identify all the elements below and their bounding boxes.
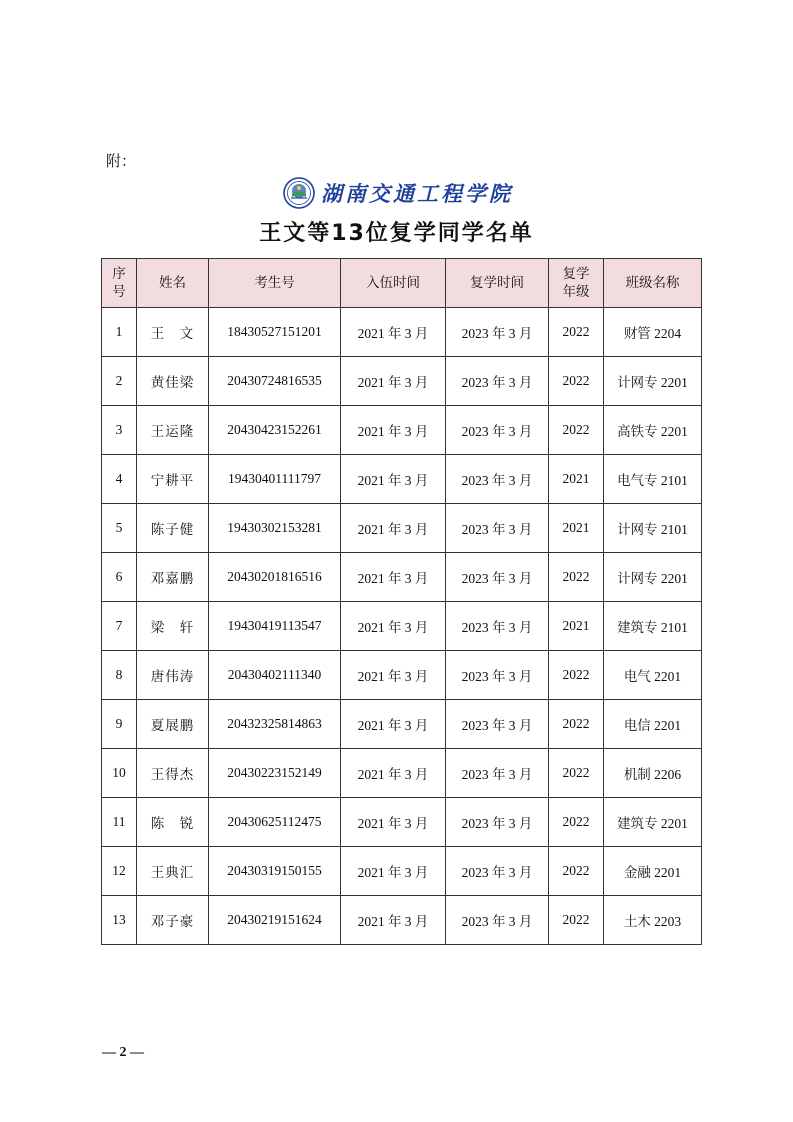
attachment-label: 附： (106, 152, 137, 170)
cell-name: 王运隆 (137, 406, 209, 455)
cell-enlist-time: 2021 年 3 月 (341, 896, 446, 945)
table-row (102, 553, 702, 602)
cell-resume-grade: 2022 (549, 749, 604, 798)
school-header (283, 176, 513, 210)
cell-resume-time: 2023 年 3 月 (446, 406, 549, 455)
table-row (102, 602, 702, 651)
cell-enlist-time: 2021 年 3 月 (341, 455, 446, 504)
cell-exam-id: 20430423152261 (209, 406, 341, 455)
cell-index: 1 (102, 308, 137, 357)
cell-resume-grade: 2022 (549, 847, 604, 896)
cell-resume-grade: 2021 (549, 504, 604, 553)
cell-name: 黄佳梁 (137, 357, 209, 406)
cell-class-name: 电信 2201 (604, 700, 702, 749)
cell-index: 9 (102, 700, 137, 749)
cell-exam-id: 20430201816516 (209, 553, 341, 602)
cell-enlist-time: 2021 年 3 月 (341, 749, 446, 798)
table-row (102, 847, 702, 896)
cell-enlist-time: 2021 年 3 月 (341, 308, 446, 357)
cell-resume-time: 2023 年 3 月 (446, 749, 549, 798)
header-resume-time: 复学时间 (446, 259, 549, 308)
cell-enlist-time: 2021 年 3 月 (341, 406, 446, 455)
cell-name: 王得杰 (137, 749, 209, 798)
cell-class-name: 高铁专 2201 (604, 406, 702, 455)
cell-resume-grade: 2022 (549, 700, 604, 749)
table-row (102, 308, 702, 357)
cell-class-name: 计网专 2201 (604, 553, 702, 602)
cell-index: 7 (102, 602, 137, 651)
cell-index: 2 (102, 357, 137, 406)
cell-name: 王典汇 (137, 847, 209, 896)
cell-class-name: 土木 2203 (604, 896, 702, 945)
table-row (102, 749, 702, 798)
cell-resume-time: 2023 年 3 月 (446, 700, 549, 749)
header-exam-id: 考生号 (209, 259, 341, 308)
cell-name: 陈子健 (137, 504, 209, 553)
table-row (102, 651, 702, 700)
cell-exam-id: 20430625112475 (209, 798, 341, 847)
cell-resume-grade: 2022 (549, 896, 604, 945)
cell-resume-grade: 2021 (549, 455, 604, 504)
cell-name: 邓子豪 (137, 896, 209, 945)
cell-index: 8 (102, 651, 137, 700)
cell-exam-id: 20430319150155 (209, 847, 341, 896)
cell-enlist-time: 2021 年 3 月 (341, 357, 446, 406)
cell-exam-id: 20430219151624 (209, 896, 341, 945)
cell-exam-id: 20432325814863 (209, 700, 341, 749)
cell-index: 10 (102, 749, 137, 798)
cell-class-name: 金融 2201 (604, 847, 702, 896)
cell-resume-grade: 2022 (549, 651, 604, 700)
cell-name: 陈 锐 (137, 798, 209, 847)
cell-enlist-time: 2021 年 3 月 (341, 602, 446, 651)
header-name: 姓名 (137, 259, 209, 308)
cell-resume-time: 2023 年 3 月 (446, 896, 549, 945)
cell-resume-time: 2023 年 3 月 (446, 357, 549, 406)
cell-resume-time: 2023 年 3 月 (446, 798, 549, 847)
cell-enlist-time: 2021 年 3 月 (341, 847, 446, 896)
table-row (102, 455, 702, 504)
cell-class-name: 计网专 2201 (604, 357, 702, 406)
cell-enlist-time: 2021 年 3 月 (341, 651, 446, 700)
cell-index: 11 (102, 798, 137, 847)
cell-exam-id: 19430401111797 (209, 455, 341, 504)
cell-class-name: 机制 2206 (604, 749, 702, 798)
cell-resume-time: 2023 年 3 月 (446, 602, 549, 651)
cell-name: 王 文 (137, 308, 209, 357)
cell-resume-grade: 2022 (549, 553, 604, 602)
cell-name: 邓嘉鹏 (137, 553, 209, 602)
cell-resume-time: 2023 年 3 月 (446, 504, 549, 553)
cell-class-name: 电气专 2101 (604, 455, 702, 504)
cell-resume-time: 2023 年 3 月 (446, 847, 549, 896)
cell-resume-grade: 2022 (549, 357, 604, 406)
cell-enlist-time: 2021 年 3 月 (341, 700, 446, 749)
cell-name: 唐伟涛 (137, 651, 209, 700)
cell-enlist-time: 2021 年 3 月 (341, 798, 446, 847)
cell-class-name: 财管 2204 (604, 308, 702, 357)
cell-exam-id: 20430223152149 (209, 749, 341, 798)
cell-enlist-time: 2021 年 3 月 (341, 504, 446, 553)
table-row (102, 406, 702, 455)
document-title: 王文等13位复学同学名单 (259, 221, 534, 246)
cell-class-name: 电气 2201 (604, 651, 702, 700)
cell-index: 12 (102, 847, 137, 896)
table-row (102, 504, 702, 553)
cell-name: 梁 轩 (137, 602, 209, 651)
header-enlist-time: 入伍时间 (341, 259, 446, 308)
cell-resume-time: 2023 年 3 月 (446, 455, 549, 504)
cell-resume-time: 2023 年 3 月 (446, 651, 549, 700)
cell-class-name: 计网专 2101 (604, 504, 702, 553)
cell-index: 13 (102, 896, 137, 945)
cell-resume-grade: 2022 (549, 308, 604, 357)
cell-resume-grade: 2022 (549, 798, 604, 847)
table-row (102, 700, 702, 749)
cell-index: 4 (102, 455, 137, 504)
cell-exam-id: 18430527151201 (209, 308, 341, 357)
cell-index: 5 (102, 504, 137, 553)
cell-class-name: 建筑专 2201 (604, 798, 702, 847)
cell-resume-time: 2023 年 3 月 (446, 553, 549, 602)
cell-resume-grade: 2021 (549, 602, 604, 651)
cell-exam-id: 20430402111340 (209, 651, 341, 700)
table-row (102, 798, 702, 847)
cell-index: 3 (102, 406, 137, 455)
table-header-row (102, 259, 702, 308)
school-name: 湖南交通工程学院 (321, 181, 513, 206)
header-class-name: 班级名称 (604, 259, 702, 308)
cell-exam-id: 20430724816535 (209, 357, 341, 406)
cell-exam-id: 19430302153281 (209, 504, 341, 553)
cell-resume-grade: 2022 (549, 406, 604, 455)
table-body (102, 308, 702, 945)
table-row (102, 896, 702, 945)
school-emblem-icon (283, 177, 315, 209)
table-row (102, 357, 702, 406)
cell-enlist-time: 2021 年 3 月 (341, 553, 446, 602)
header-index: 序号 (102, 259, 137, 308)
student-roster-table (101, 258, 702, 945)
cell-resume-time: 2023 年 3 月 (446, 308, 549, 357)
cell-exam-id: 19430419113547 (209, 602, 341, 651)
page-number: — 2 — (102, 1045, 144, 1060)
cell-index: 6 (102, 553, 137, 602)
cell-name: 宁耕平 (137, 455, 209, 504)
cell-class-name: 建筑专 2101 (604, 602, 702, 651)
cell-name: 夏展鹏 (137, 700, 209, 749)
header-resume-grade: 复学年级 (549, 259, 604, 308)
